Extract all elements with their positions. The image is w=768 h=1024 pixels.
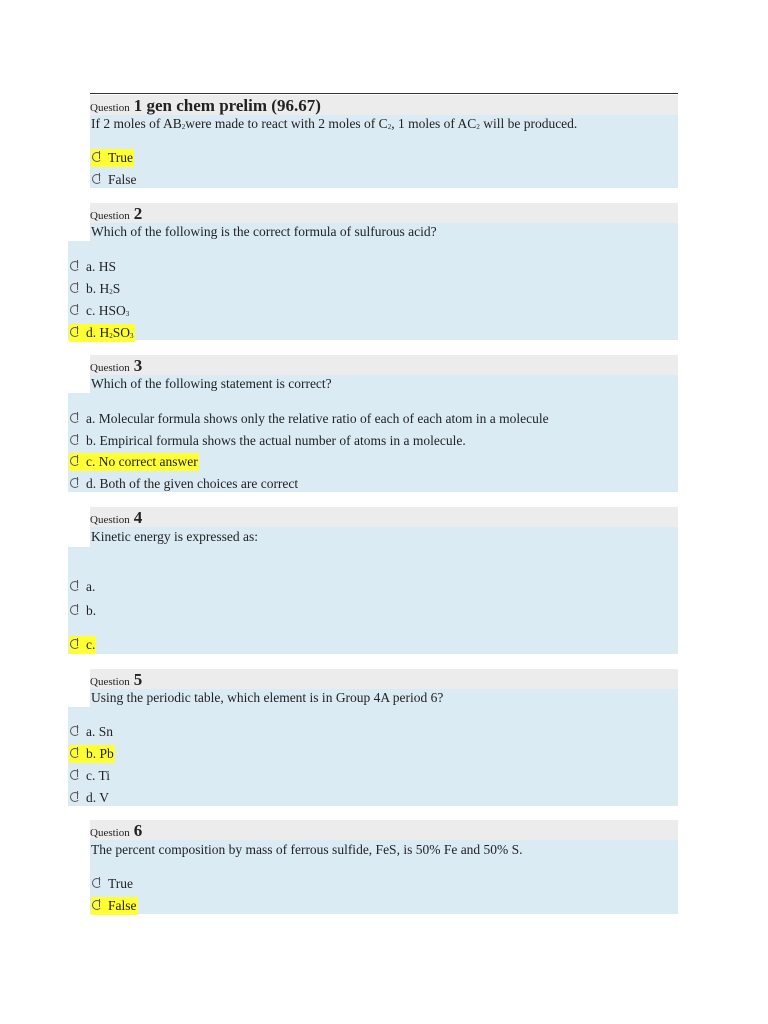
question-6-text: The percent composition by mass of ferrous sulfide, FeS, is 50% Fe and 50% S. — [91, 842, 523, 857]
question-label: Question — [90, 827, 130, 839]
radio-icon[interactable] — [69, 725, 81, 737]
question-5-header — [90, 669, 678, 689]
radio-icon[interactable] — [91, 899, 103, 911]
radio-icon[interactable] — [69, 791, 81, 803]
question-2-body — [68, 241, 678, 340]
q6-option-true[interactable]: True — [91, 875, 134, 893]
q4-option-a[interactable]: a. — [69, 578, 96, 596]
radio-icon[interactable] — [91, 877, 103, 889]
radio-icon[interactable] — [69, 638, 81, 650]
radio-icon[interactable] — [69, 304, 81, 316]
radio-icon[interactable] — [91, 173, 103, 185]
question-6-header — [90, 820, 678, 840]
question-label: Question — [90, 102, 130, 114]
question-title: 3 — [133, 356, 143, 375]
question-5-text: Using the periodic table, which element is in Group 4A period 6? — [91, 690, 444, 705]
question-label: Question — [90, 210, 130, 222]
question-label: Question — [90, 514, 130, 526]
q5-option-a[interactable]: a. Sn — [69, 723, 114, 741]
q5-option-b[interactable]: b. Pb — [69, 745, 115, 763]
radio-icon[interactable] — [69, 434, 81, 446]
question-title: 4 — [133, 508, 143, 527]
radio-icon[interactable] — [69, 477, 81, 489]
question-title: 1 gen chem prelim (96.67) — [133, 96, 321, 115]
q2-option-a[interactable]: a. HS — [69, 258, 117, 276]
question-4-text: Kinetic energy is expressed as: — [91, 529, 258, 544]
question-2-header — [90, 203, 678, 223]
question-4-body — [68, 547, 678, 654]
question-title: 6 — [133, 821, 143, 840]
q2-option-b[interactable]: b. $H_2S$ — [69, 280, 121, 298]
question-title: 2 — [133, 204, 143, 223]
question-label: Question — [90, 362, 130, 374]
q3-option-d[interactable]: d. Both of the given choices are correct — [69, 475, 299, 493]
q5-option-d[interactable]: d. V — [69, 789, 110, 807]
radio-icon[interactable] — [69, 769, 81, 781]
q6-option-false[interactable]: False — [91, 897, 138, 915]
top-rule — [90, 93, 678, 94]
q4-option-c[interactable]: c. — [69, 636, 96, 654]
radio-icon[interactable] — [69, 326, 81, 338]
q3-option-a[interactable]: a. Molecular formula shows only the relative ratio of each of each atom in a molecule — [69, 410, 550, 428]
q3-option-c[interactable]: c. No correct answer — [69, 453, 199, 471]
question-5-body — [68, 707, 678, 806]
question-1-text: If 2 moles of $AB_2were$ made to react with 2 moles of $C_2$, 1 moles of $AC_2$ will be produced. — [91, 116, 578, 131]
radio-icon[interactable] — [69, 604, 81, 616]
q2-option-d[interactable]: d. $H_2SO_3$ — [69, 324, 135, 342]
question-label: Question — [90, 676, 130, 688]
question-1-header — [90, 95, 678, 115]
radio-icon[interactable] — [69, 747, 81, 759]
radio-icon[interactable] — [69, 455, 81, 467]
question-2-text: Which of the following is the correct formula of sulfurous acid? — [91, 224, 437, 239]
q2-option-c[interactable]: c. $HSO_3$ — [69, 302, 130, 320]
q3-option-b[interactable]: b. Empirical formula shows the actual number of atoms in a molecule. — [69, 432, 467, 450]
q5-option-c[interactable]: c. Ti — [69, 767, 111, 785]
q1-option-true[interactable]: True — [91, 149, 134, 167]
question-3-header — [90, 355, 678, 375]
radio-icon[interactable] — [91, 151, 103, 163]
question-title: 5 — [133, 670, 143, 689]
question-4-header — [90, 507, 678, 527]
q4-option-b[interactable]: b. — [69, 602, 97, 620]
q1-option-false[interactable]: False — [91, 171, 138, 189]
radio-icon[interactable] — [69, 580, 81, 592]
question-3-text: Which of the following statement is correct? — [91, 376, 332, 391]
radio-icon[interactable] — [69, 282, 81, 294]
radio-icon[interactable] — [69, 412, 81, 424]
radio-icon[interactable] — [69, 260, 81, 272]
